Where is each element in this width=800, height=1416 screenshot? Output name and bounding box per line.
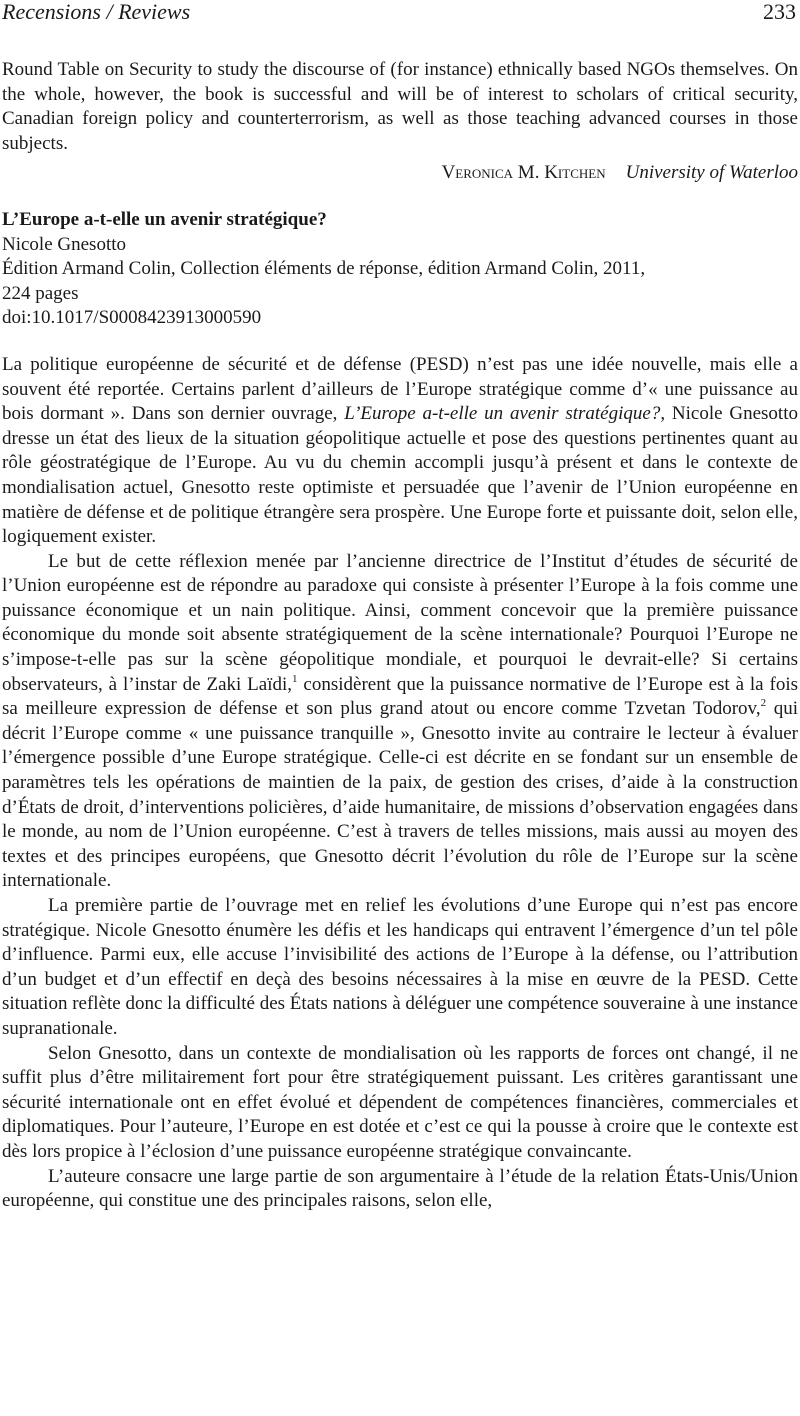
article-body [2, 58, 798, 1214]
reviewer-name: Veronica M. Kitchen [441, 162, 606, 184]
page-number: 233 [763, 0, 796, 24]
review-paragraph-4: Selon Gnesotto, dans un contexte de mondialisation où les rapports de forces ont changé, il ne suffit plus d’être militairement fort pour être stratégiquement puissant. Les critères garantissant une sécurité internationale ont en effet évolué et dépendent de compétences financières, commerciales et diplomatiques. Pour l’auteure, l’Europe en est dotée et c’est ce qui la pousse à croire que le contexte est dès lors propice à l’éclosion d’une puissance européenne stratégique convaincante. [2, 1042, 798, 1162]
review-paragraph-2: Le but de cette réflexion menée par l’ancienne directrice de l’Institut d’études de sécurité de l’Union européenne est de répondre au paradoxe qui consiste à présenter l’Europe à la fois comme une puissance économique et un nain politique. Ainsi, comment concevoir que la première puissance économique du monde soit absente stratégiquement de la scène internationale? Pourquoi l’Europe ne s’impose-t-elle pas sur la scène géopolitique mondiale, et pourquoi le devrait-elle? Si certains observateurs, à l’instar de Zaki Laïdi,$^1$ considèrent que la puissance normative de l’Europe est à la fois sa meilleure expression de défense et son plus grand atout ou encore comme Tzvetan Todorov,$^2$ qui décrit l’Europe comme « une puissance tranquille », Gnesotto invite au contraire le lecteur à évaluer l’émergence possible d’une Europe stratégique. Celle-ci est décrite en se fondant sur un ensemble de paramètres tels les opérations de maintien de la paix, de gestion des crises, d’aide à la construction d’États de droit, d’interventions policières, d’aide humanitaire, de missions d’observation engagées dans le monde, au nom de l’Union européenne. C’est à travers de telles missions, mais aussi au moyen des textes et des principes européens, que Gnesotto décrit l’évolution du rôle de l’Europe sur la scène internationale. [2, 550, 799, 892]
book-pages: 224 pages [2, 282, 79, 304]
book-doi: doi:10.1017/S0008423913000590 [2, 307, 262, 329]
book-publisher: Édition Armand Colin, Collection éléments de réponse, édition Armand Colin, 2011, [2, 258, 646, 280]
book-citation [2, 208, 798, 331]
book-title: L’Europe a-t-elle un avenir stratégique? [2, 208, 327, 230]
footnote-ref-2: 2 [760, 697, 767, 710]
reviewer-affiliation: University of Waterloo [625, 162, 798, 184]
footnote-ref-1: 1 [292, 672, 298, 685]
review-paragraph-3: La première partie de l’ouvrage met en relief les évolutions d’une Europe qui n’est pas encore stratégique. Nicole Gnesotto énumère les défis et les handicaps qui entravent l’émergence d’un tel pôle d’influence. Parmi eux, elle accuse l’invisibilité des actions de l’Europe à la défense, ou l’attribution d’un budget et d’un effectif en deçà des besoins nécessaires à la mise en œuvre de la PESD. Cette situation reflète donc la difficulté des États nations à déléguer une compétence souveraine à une instance supranationale. [2, 895, 798, 1039]
intro-paragraph: Round Table on Security to study the discourse of (for instance) ethnically based NGOs themselves. On the whole, however, the book is successful and will be of interest to scholars of critical security, Canadian foreign policy and counterterrorism, as well as those teaching advanced courses in those subjects. [2, 59, 798, 154]
review-text [2, 353, 798, 1214]
review-paragraph-5: L’auteure consacre une large partie de son argumentaire à l’étude de la relation États-Unis/Union européenne, qui constitue une des principales raisons, selon elle, [2, 1165, 798, 1212]
section-title: Recensions / Reviews [2, 0, 191, 24]
reviewer-signature [2, 161, 798, 186]
book-title-italic: L’Europe a-t-elle un avenir stratégique? [344, 403, 661, 425]
running-header [0, 0, 800, 28]
review-paragraph-1: La politique européenne de sécurité et de défense (PESD) n’est pas une idée nouvelle, mais elle a souvent été reportée. Certains parlent d’ailleurs de l’Europe stratégique comme d’« une puissance au bois dormant ». Dans son dernier ouvrage, L’Europe a-t-elle un avenir stratégique?, Nicole Gnesotto dresse un état des lieux de la situation géopolitique actuelle et pose des questions pertinentes quant au rôle géostratégique de l’Europe. Au vu du chemin accompli jusqu’à présent et dans le contexte de mondialisation actuel, Gnesotto reste optimiste et persuadée que l’avenir de l’Union européenne en matière de défense et de politique étrangère sera prospère. Une Europe forte et puissante doit, selon elle, logiquement exister. [2, 353, 798, 548]
book-author: Nicole Gnesotto [2, 233, 127, 255]
